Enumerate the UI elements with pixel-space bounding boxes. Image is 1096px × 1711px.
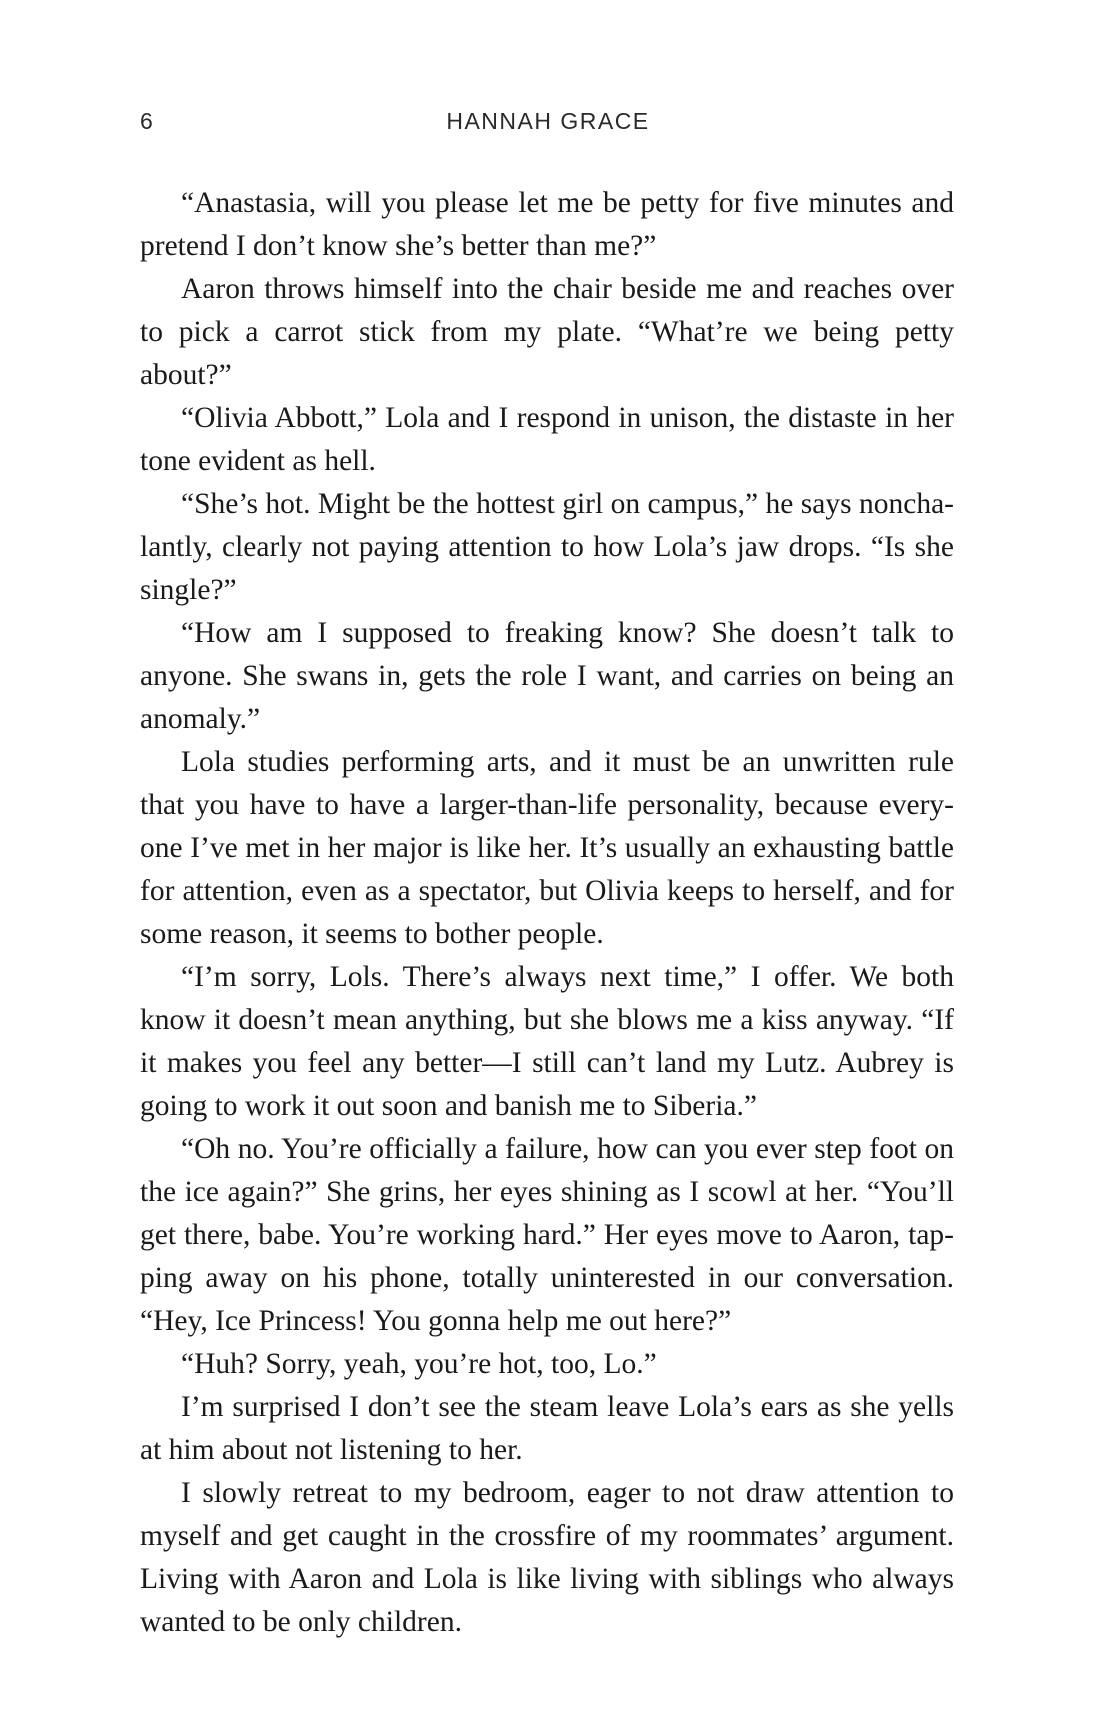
author-name: HANNAH GRACE — [446, 108, 650, 134]
body-text — [140, 182, 954, 1644]
paragraph: “How am I supposed to freaking know? She doesn’t talk to anyone. She swans in, gets the role I want, and carries on being an anomaly.” — [140, 617, 954, 735]
paragraph: “Olivia Abbott,” Lola and I respond in unison, the distaste in her tone evident as hell. — [140, 402, 954, 477]
paragraph: “I’m sorry, Lols. There’s always next time,” I offer. We both know it doesn’t mean anything, but she blows me a kiss anyway. “If it makes you feel any better—I still can’t land my Lutz. Aubrey is going to work it out soon and banish me to Siberia.” — [140, 961, 954, 1122]
paragraph: Lola studies performing arts, and it must be an unwritten rule that you have to have a larger-than-life personality, because everyone I’ve met in her major is like her. It’s usually an exhausting battle for attention, even as a spectator, but Olivia keeps to herself, and for some reason, it seems to bother people. — [140, 746, 954, 950]
page-number: 6 — [140, 108, 155, 134]
running-head — [140, 108, 956, 138]
paragraph: I slowly retreat to my bedroom, eager to not draw attention to myself and get caught in the crossfire of my roommates’ argument. Living with Aaron and Lola is like living with siblings who always wanted to be only children. — [140, 1477, 954, 1638]
paragraph: “Anastasia, will you please let me be petty for five minutes and pretend I don’t know she’s better than me?” — [140, 187, 954, 262]
paragraph: “Oh no. You’re officially a failure, how can you ever step foot on the ice again?” She grins, her eyes shining as I scowl at her. “You’ll get there, babe. You’re working hard.” Her eyes move to Aaron, tapping away on his phone, totally uninterested in our conversation. “Hey, Ice Princess! You gonna help me out here?” — [140, 1133, 954, 1337]
paragraph: “She’s hot. Might be the hottest girl on campus,” he says nonchalantly, clearly not paying attention to how Lola’s jaw drops. “Is she single?” — [140, 488, 954, 606]
paragraph: I’m surprised I don’t see the steam leave Lola’s ears as she yells at him about not listening to her. — [140, 1391, 954, 1466]
paragraph: “Huh? Sorry, yeah, you’re hot, too, Lo.” — [181, 1348, 657, 1380]
paragraph: Aaron throws himself into the chair beside me and reaches over to pick a carrot stick from my plate. “What’re we being petty about?” — [140, 273, 954, 391]
